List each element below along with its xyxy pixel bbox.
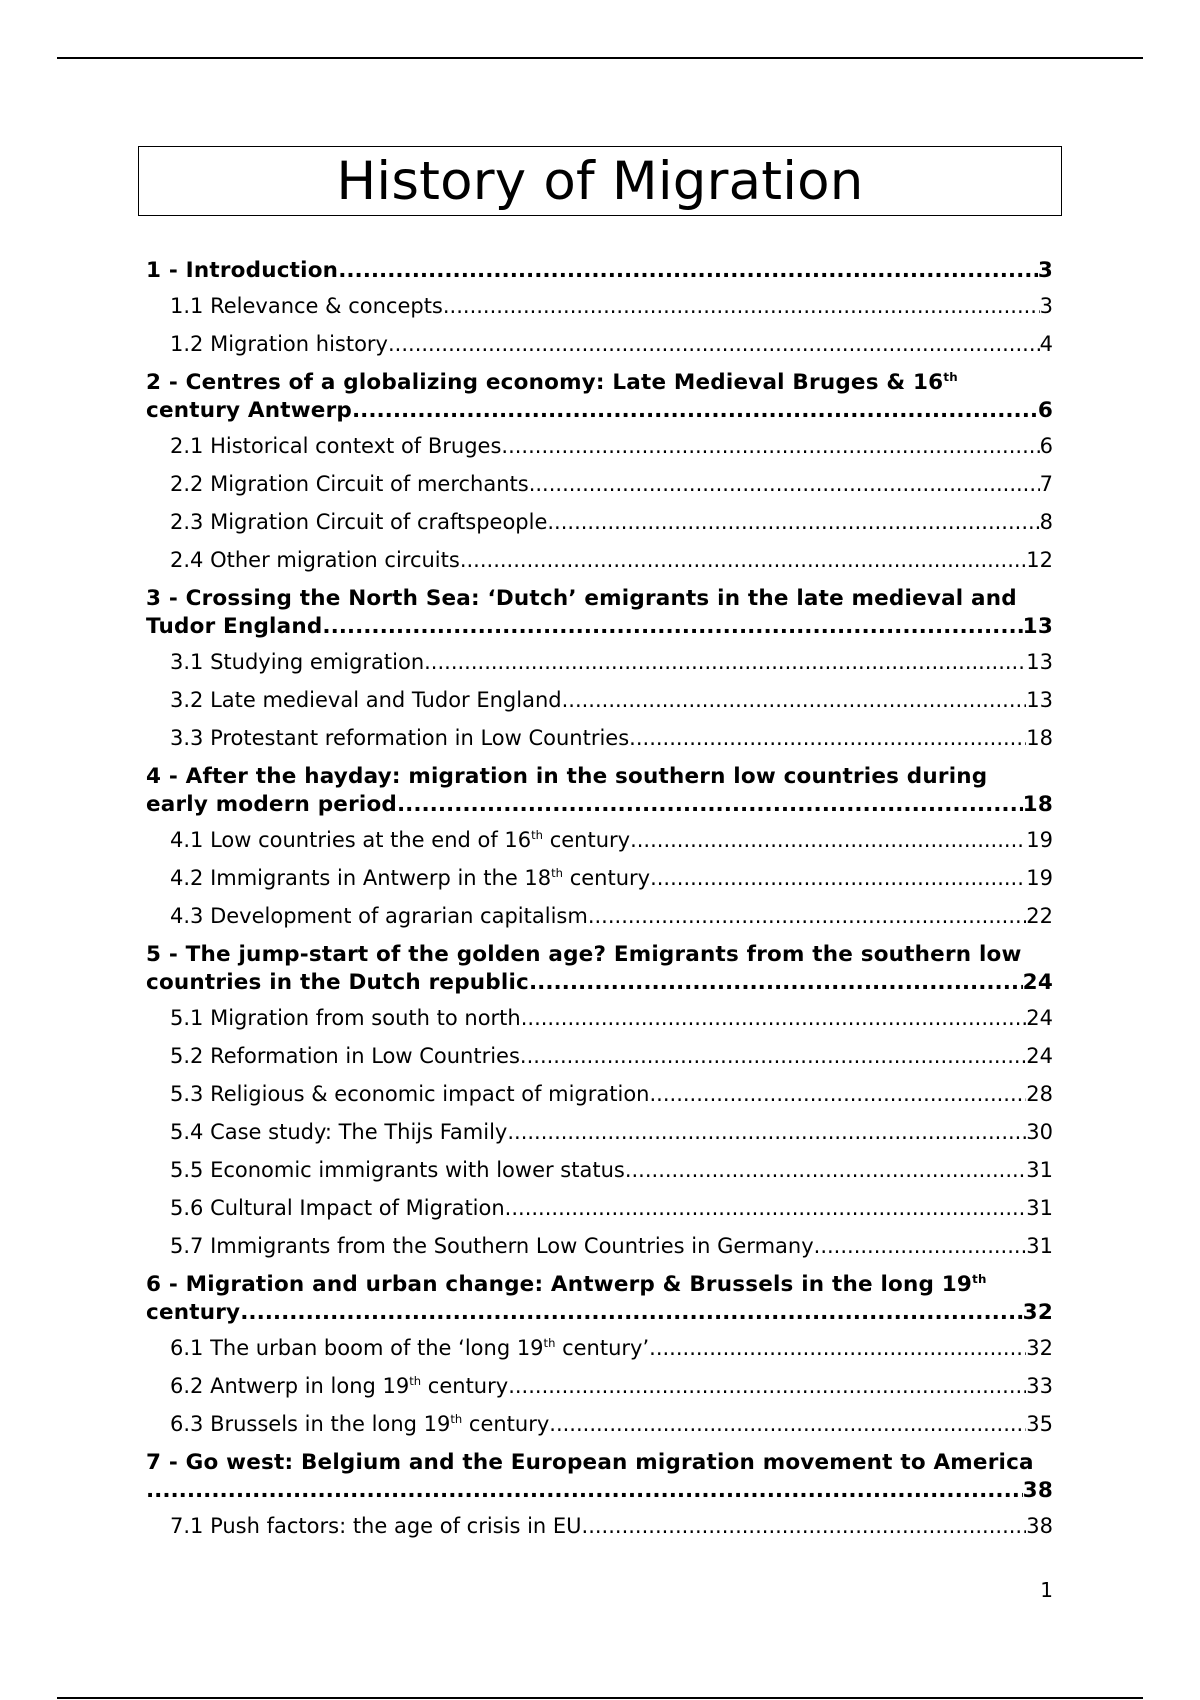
footer-rule — [57, 1697, 1143, 1699]
toc-entry-5-7[interactable]: 5.7 Immigrants from the Southern Low Countries in Germany ..... 31 — [146, 1233, 1053, 1259]
toc-entry-2-3[interactable]: 2.3 Migration Circuit of craftspeople ..... 8 — [146, 509, 1053, 535]
toc-entry-3-2[interactable]: 3.2 Late medieval and Tudor England ..... 13 — [146, 687, 1053, 713]
toc-entry-2-2[interactable]: 2.2 Migration Circuit of merchants ..... 7 — [146, 471, 1053, 497]
header-rule — [57, 57, 1143, 59]
document-title: History of Migration — [336, 150, 864, 212]
toc-entry-7-1[interactable]: 7.1 Push factors: the age of crisis in EU ..... 38 — [146, 1513, 1053, 1539]
toc-entry-4-1[interactable]: 4.1 Low countries at the end of 16th century ..... 19 — [146, 827, 1053, 853]
toc-entry-5-5[interactable]: 5.5 Economic immigrants with lower status ..... 31 — [146, 1157, 1053, 1183]
toc-entry-5-3[interactable]: 5.3 Religious & economic impact of migration ..... 28 — [146, 1081, 1053, 1107]
title-box — [138, 146, 1062, 216]
toc-entry-5-6[interactable]: 5.6 Cultural Impact of Migration ..... 31 — [146, 1195, 1053, 1221]
toc-chapter-7[interactable]: 7 - Go west: Belgium and the European migration movement to America ..... 38 — [146, 1449, 1053, 1505]
toc-entry-5-1[interactable]: 5.1 Migration from south to north ..... 24 — [146, 1005, 1053, 1031]
toc-entry-3-3[interactable]: 3.3 Protestant reformation in Low Countries ..... 18 — [146, 725, 1053, 751]
toc-chapter-3[interactable]: 3 - Crossing the North Sea: ‘Dutch’ emigrants in the late medieval and Tudor England ..... 13 — [146, 585, 1053, 641]
page-number: 1 — [1040, 1578, 1053, 1602]
toc-chapter-4[interactable]: 4 - After the hayday: migration in the southern low countries during early modern period ..... 18 — [146, 763, 1053, 819]
toc-entry-3-1[interactable]: 3.1 Studying emigration ..... 13 — [146, 649, 1053, 675]
toc-chapter-2[interactable]: 2 - Centres of a globalizing economy: Late Medieval Bruges & 16th century Antwerp ..... 6 — [146, 369, 1053, 425]
toc-entry-1-2[interactable]: 1.2 Migration history ..... 4 — [146, 331, 1053, 357]
toc-chapter-6[interactable]: 6 - Migration and urban change: Antwerp & Brussels in the long 19th century ..... 32 — [146, 1271, 1053, 1327]
toc-entry-6-1[interactable]: 6.1 The urban boom of the ‘long 19th century’ ..... 32 — [146, 1335, 1053, 1361]
toc-entry-5-4[interactable]: 5.4 Case study: The Thijs Family ..... 30 — [146, 1119, 1053, 1145]
toc-entry-2-1[interactable]: 2.1 Historical context of Bruges ..... 6 — [146, 433, 1053, 459]
toc-chapter-1[interactable]: 1 - Introduction ..... 3 — [146, 257, 1053, 285]
toc-entry-6-2[interactable]: 6.2 Antwerp in long 19th century ..... 33 — [146, 1373, 1053, 1399]
toc-entry-6-3[interactable]: 6.3 Brussels in the long 19th century ..... 35 — [146, 1411, 1053, 1437]
toc-chapter-5[interactable]: 5 - The jump-start of the golden age? Emigrants from the southern low countries in the Dutch republic ..... 24 — [146, 941, 1053, 997]
toc-entry-1-1[interactable]: 1.1 Relevance & concepts ..... 3 — [146, 293, 1053, 319]
table-of-contents — [146, 257, 1053, 1551]
page-ref: 3 — [1037, 258, 1053, 283]
toc-entry-2-4[interactable]: 2.4 Other migration circuits ..... 12 — [146, 547, 1053, 573]
toc-entry-4-2[interactable]: 4.2 Immigrants in Antwerp in the 18th century ..... 19 — [146, 865, 1053, 891]
toc-entry-5-2[interactable]: 5.2 Reformation in Low Countries ..... 24 — [146, 1043, 1053, 1069]
toc-entry-4-3[interactable]: 4.3 Development of agrarian capitalism ..... 22 — [146, 903, 1053, 929]
